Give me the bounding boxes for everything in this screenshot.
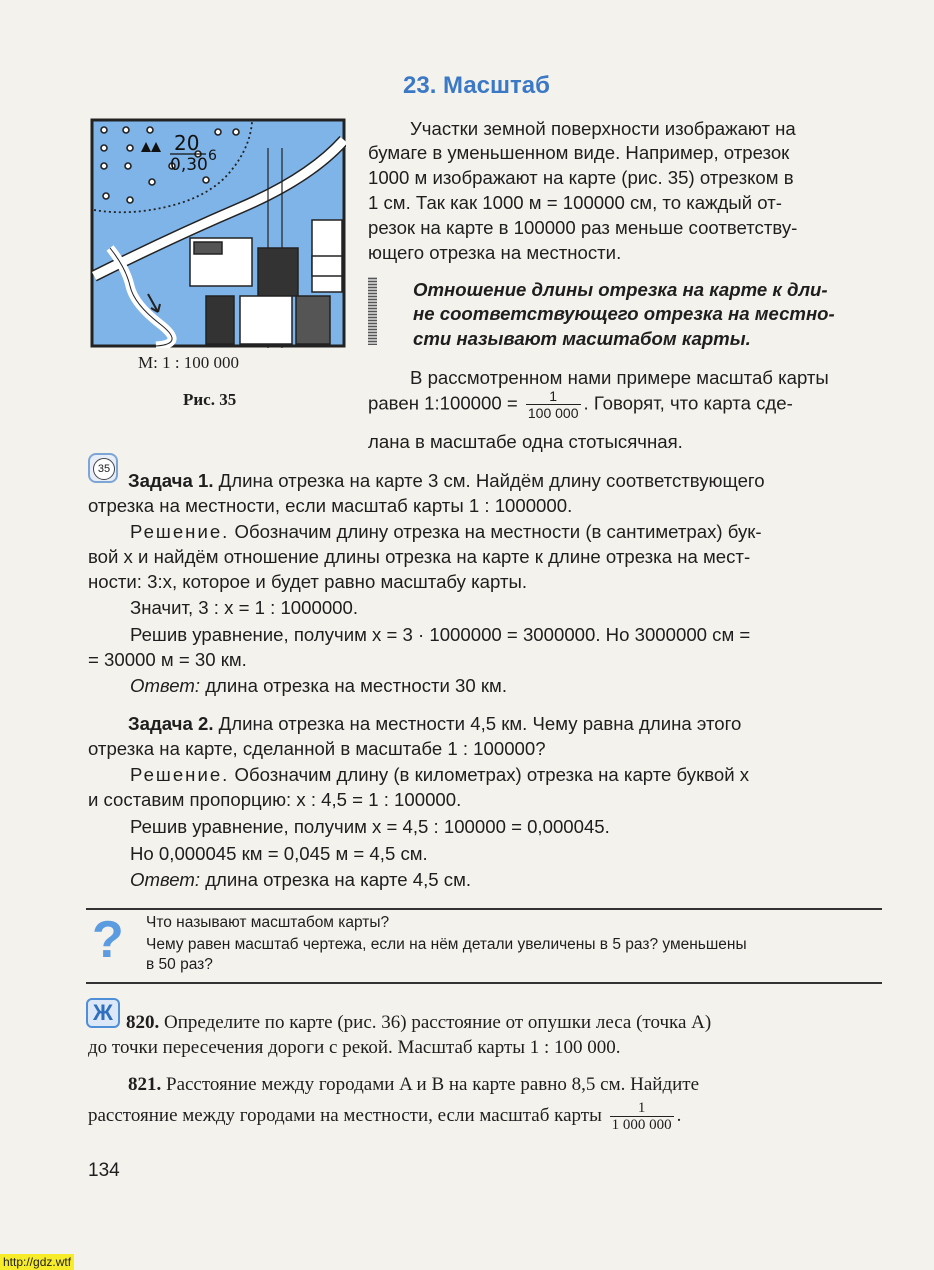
task1-heading: Задача 1. — [128, 470, 214, 491]
task2-solve-line: Решив уравнение, получим x = 4,5 : 100000 = 0,000045. — [130, 816, 610, 837]
intro-line: ющего отрезка на местности. — [368, 242, 622, 263]
ex820-text: Определите по карте (рис. 36) расстояние от опушки леса (точка A) — [159, 1012, 712, 1033]
intro-line: бумаге в уменьшенном виде. Например, отрезок — [368, 142, 790, 163]
page-number: 134 — [88, 1160, 120, 1181]
task1-answer — [130, 674, 507, 698]
task1-line: отрезка на местности, если масштаб карты 1 : 1000000. — [88, 495, 573, 516]
fraction-num: 1 — [610, 1100, 674, 1117]
task2-solution-line — [130, 763, 749, 787]
task2-text: Длина отрезка на местности 4,5 км. Чему равна длина этого — [213, 713, 742, 734]
task1-means-line: Значит, 3 : x = 1 : 1000000. — [130, 597, 359, 618]
question-line: в 50 раз? — [146, 956, 213, 973]
ex820-line: до точки пересечения дороги с рекой. Масштаб карты 1 : 100 000. — [88, 1037, 621, 1058]
fraction — [610, 1100, 674, 1133]
map-scale: М: 1 : 100 000 — [138, 353, 240, 372]
task2-but-line: Но 0,000045 км = 0,045 м = 4,5 см. — [130, 843, 428, 864]
badge-number: 35 — [93, 458, 115, 480]
map-label-bottom: 0,30 — [170, 155, 208, 175]
map-figure — [90, 118, 346, 348]
map-label-top: 20 — [174, 131, 200, 155]
task1-solution-line: ности: 3:x, которое и будет равно масштабу карты. — [88, 571, 528, 592]
example-suffix: . Говорят, что карта сде- — [583, 392, 793, 414]
task1-line — [128, 469, 765, 493]
ex820-number: 820. — [126, 1012, 160, 1033]
watermark-link[interactable]: http://gdz.wtf — [0, 1254, 74, 1270]
solution-word: Решение. — [130, 764, 230, 785]
ex821-line — [88, 1100, 681, 1133]
example-line: В рассмотренном нами примере масштаб карты — [410, 367, 829, 388]
exercise-icon: Ж — [86, 998, 120, 1028]
task1-text: Длина отрезка на карте 3 см. Найдём длину соответствующего — [213, 470, 765, 491]
task2-heading: Задача 2. — [128, 713, 214, 734]
definition-line: Отношение длины отрезка на карте к дли- — [413, 279, 828, 300]
ex821-text: Расстояние между городами A и B на карте равно 8,5 см. Найдите — [161, 1074, 700, 1095]
task1-solve-line: Решив уравнение, получим x = 3 · 1000000 = 3000000. Но 3000000 см = — [130, 624, 751, 645]
divider — [86, 908, 882, 910]
ex821-tail: . — [676, 1104, 682, 1126]
fraction — [526, 388, 581, 421]
task2-solution-line: и составим пропорцию: x : 4,5 = 1 : 100000. — [88, 789, 462, 810]
intro-line: резок на карте в 100000 раз меньше соответству- — [368, 217, 798, 238]
intro-line: 1 см. Так как 1000 м = 100000 см, то каждый от- — [368, 192, 782, 213]
solution-word: Решение. — [130, 521, 230, 542]
question-line: Чему равен масштаб чертежа, если на нём детали увеличены в 5 раз? уменьшены — [146, 936, 747, 953]
map-label-side: 6 — [208, 148, 217, 164]
solution-text: Обозначим длину отрезка на местности (в сантиметрах) бук- — [229, 521, 762, 542]
definition-line: сти называют масштабом карты. — [413, 328, 751, 349]
fraction-den: 1 000 000 — [611, 1117, 672, 1133]
example-line: лана в масштабе одна стотысячная. — [368, 431, 683, 452]
answer-text: длина отрезка на карте 4,5 см. — [200, 869, 472, 890]
task2-line: отрезка на карте, сделанной в масштабе 1 : 100000? — [88, 738, 546, 759]
ex821-line — [128, 1073, 699, 1097]
figure-caption: Рис. 35 — [183, 390, 237, 409]
task1-solution-line — [130, 520, 762, 544]
ex821-number: 821. — [128, 1074, 162, 1095]
question-line: Что называют масштабом карты? — [146, 914, 390, 931]
question-mark-icon: ? — [92, 911, 124, 969]
answer-text: длина отрезка на местности 30 км. — [200, 675, 507, 696]
fraction-den: 100 000 — [527, 405, 579, 421]
answer-word: Ответ: — [130, 675, 201, 696]
ex820-line — [126, 1011, 711, 1035]
task2-line — [128, 712, 741, 736]
intro-line: 1000 м изображают на карте (рис. 35) отрезком в — [368, 167, 794, 188]
fraction-num: 1 — [526, 388, 581, 405]
section-title: 23. Масштаб — [403, 72, 550, 99]
ex821-text: расстояние между городами на местности, если масштаб карты — [88, 1104, 602, 1126]
task1-solve-line: = 30000 м = 30 км. — [88, 649, 247, 670]
task2-answer — [130, 868, 471, 892]
definition-line: не соответствующего отрезка на местно- — [413, 303, 835, 324]
intro-line: Участки земной поверхности изображают на — [410, 118, 796, 139]
example-line — [368, 388, 888, 421]
solution-text: Обозначим длину (в километрах) отрезка на карте буквой x — [229, 764, 750, 785]
task1-solution-line: вой x и найдём отношение длины отрезка на карте к длине отрезка на мест- — [88, 546, 751, 567]
definition-bar — [368, 277, 377, 345]
example-prefix: равен 1:100000 = — [368, 392, 518, 414]
divider — [86, 982, 882, 984]
example-badge — [88, 453, 118, 483]
answer-word: Ответ: — [130, 869, 201, 890]
